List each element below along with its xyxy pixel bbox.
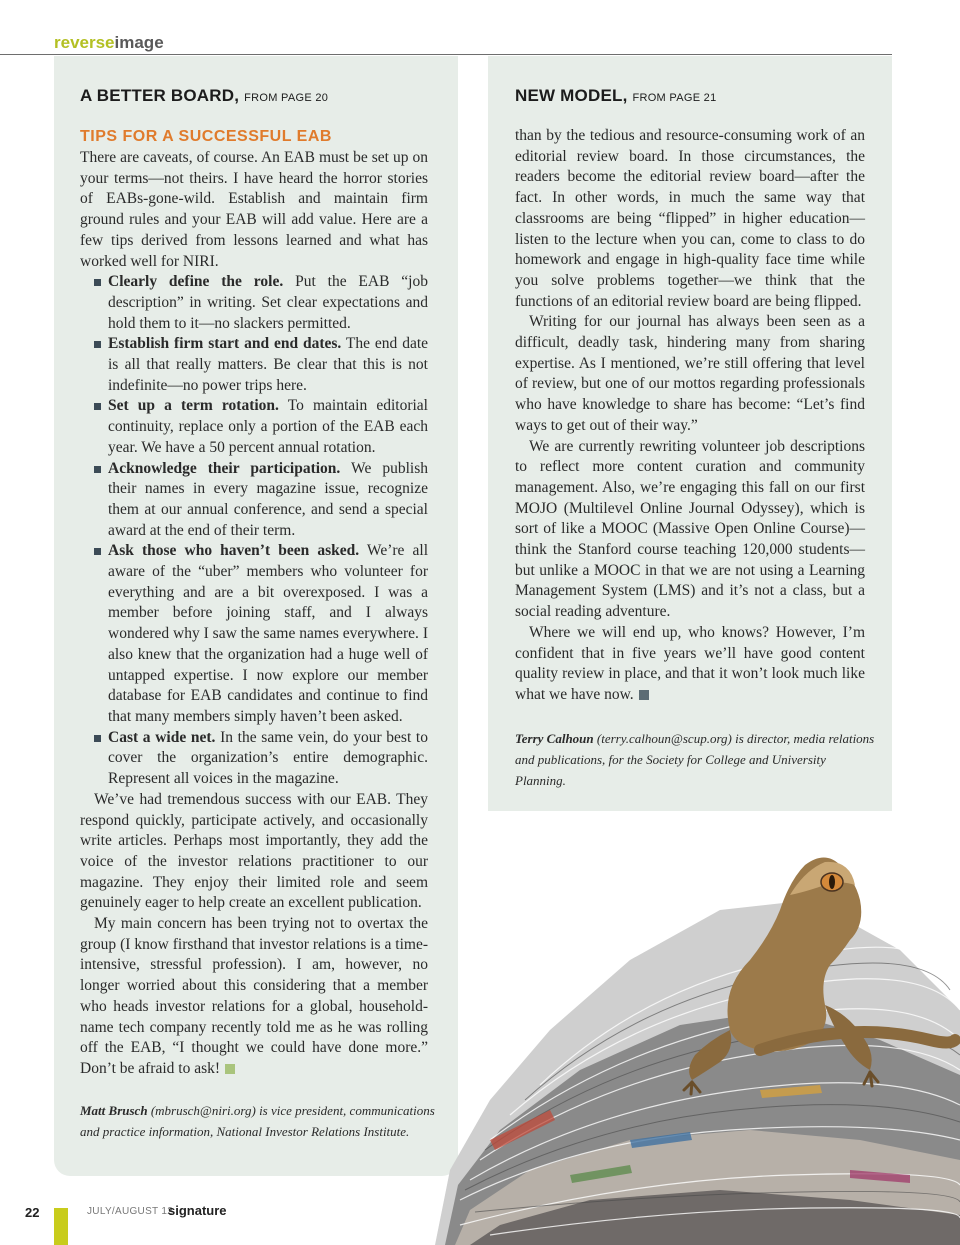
tip-item bbox=[80, 541, 428, 727]
right-paragraph-1: than by the tedious and resource-consuming work of an editorial review board. In those circumstances, the readers become the editorial review board—after the fact. In other words, in much the same way that classrooms are being “flipped” in higher education—listen to the lecture when you can, come to class to do homework and engage in high-quality face time while you solve problems together—we think that the functions of an editorial review board are being flipped. bbox=[515, 127, 865, 310]
tip-lead: Acknowledge their participation. bbox=[108, 459, 341, 477]
left-intro-paragraph: There are caveats, of course. An EAB must be set up on your terms—not theirs. I have heard the horror stories of EABs-gone-wild. Establish and maintain firm ground rules and your EAB will add value. Here are a few tips derived from lessons learned and what has worked well for NIRI. bbox=[80, 149, 428, 270]
right-heading bbox=[515, 86, 865, 110]
tips-list bbox=[80, 272, 428, 790]
left-heading bbox=[80, 86, 428, 110]
top-rule bbox=[0, 54, 892, 55]
left-paragraph-3 bbox=[80, 914, 428, 1080]
tip-item bbox=[80, 334, 428, 396]
left-author-details: (mbrusch@niri.org) is vice president, communications and practice information, National Investor Relations Institute. bbox=[80, 1103, 435, 1139]
end-mark-icon bbox=[639, 690, 649, 700]
right-author-details: (terry.calhoun@scup.org) is director, media relations and publications, for the Society for College and University Planning. bbox=[515, 731, 875, 788]
magazine-name: signature bbox=[168, 1203, 227, 1218]
tip-text: The end date is all that really matters. Be clear that this is not indefinite—no power trips here. bbox=[108, 335, 429, 394]
tip-text: In the same vein, do your best to cover the organization’s entire demographic. Represent all voices in the magazine. bbox=[108, 728, 428, 788]
left-heading-ref: FROM PAGE 20 bbox=[244, 92, 329, 104]
left-article bbox=[80, 86, 428, 1080]
right-paragraph-4-text: Where we will end up, who knows? However, I’m confident that in five years we’ll have good content quality review in place, and that it won’t look much like what we have now. bbox=[515, 623, 865, 703]
tip-lead: Cast a wide net. bbox=[108, 728, 216, 746]
tip-lead: Establish firm start and end dates. bbox=[108, 335, 342, 353]
tip-text: We’re all aware of the “uber” members who volunteer for everything and are a bit overexposed. I was a member before joining staff, and I always wondered why I saw the same names everywhere. I also knew that the organization had a huge well of untapped expertise. I now explore our member database for EAB candidates and continue to find that many members simply haven’t been asked. bbox=[108, 542, 429, 725]
right-heading-title: NEW MODEL, bbox=[515, 86, 628, 105]
right-article bbox=[515, 86, 865, 706]
tip-item bbox=[80, 459, 428, 542]
page-number: 22 bbox=[25, 1205, 40, 1220]
tip-item bbox=[80, 728, 428, 790]
brand-part-1: reverse bbox=[54, 33, 115, 52]
tips-subheading: TIPS FOR A SUCCESSFUL EAB bbox=[80, 128, 332, 145]
tip-item bbox=[80, 272, 428, 334]
right-author-bio bbox=[515, 728, 875, 791]
gecko-on-magazine-stack-illustration bbox=[430, 840, 960, 1245]
tip-text: We publish their names in every magazine issue, recognize them at our annual conference, and send a special award at the end of their term. bbox=[108, 459, 428, 539]
right-paragraph-2: Writing for our journal has always been seen as a difficult, deadly task, hindering many from sharing expertise. As I mentioned, we’re still offering that level of review, but one of our mottos regarding professionals who have knowledge to share has become: “Let’s find ways to get out of their way.” bbox=[515, 313, 865, 434]
right-author-name: Terry Calhoun bbox=[515, 731, 594, 746]
left-author-name: Matt Brusch bbox=[80, 1103, 148, 1118]
section-brand bbox=[54, 33, 164, 53]
tip-lead: Clearly define the role. bbox=[108, 273, 284, 291]
tip-item bbox=[80, 396, 428, 458]
tip-lead: Set up a term rotation. bbox=[108, 397, 279, 415]
brand-part-2: image bbox=[114, 33, 164, 52]
tip-lead: Ask those who haven’t been asked. bbox=[108, 542, 360, 560]
tip-text: Put the EAB “job description” in writing. Set clear expectations and hold them to it—no slackers permitted. bbox=[108, 273, 428, 332]
tip-text: To maintain editorial continuity, replace only a portion of the EAB each year. We have a 50 percent annual rotation. bbox=[108, 397, 428, 456]
left-heading-title: A BETTER BOARD, bbox=[80, 86, 240, 105]
end-mark-icon bbox=[225, 1064, 235, 1074]
issue-date: JULY/AUGUST 12 bbox=[87, 1206, 174, 1217]
right-paragraph-4 bbox=[515, 623, 865, 706]
right-heading-ref: FROM PAGE 21 bbox=[632, 92, 717, 104]
footer-accent-bar bbox=[54, 1208, 68, 1245]
left-author-bio bbox=[80, 1100, 440, 1142]
left-paragraph-3-text: My main concern has been trying not to overtax the group (I know firsthand that investor relations is a time-intensive, stressful profession). I am, however, no longer worried about this considering that a member who heads investor relations for a global, household-name tech company recently told me as he was rolling off the EAB, “I thought we could have done more.” Don’t be afraid to ask! bbox=[80, 915, 428, 1077]
left-paragraph-2: We’ve had tremendous success with our EAB. They respond quickly, participate actively, and occasionally write articles. Perhaps most importantly, they add the voice of the investor relations practitioner to our magazine. They enjoy their limited role and seem genuinely eager to help create an excellent publication. bbox=[80, 790, 428, 912]
right-paragraph-3: We are currently rewriting volunteer job descriptions to reflect more content curation and community management. Also, we’re engaging this fall on our first MOJO (Multilevel Online Journal Odyssey), which is sort of like a MOOC (Massive Open Online Course)—think the Stanford course teaching 120,000 students—but unlike a MOOC in that we are not using a Learning Management System (LMS) and it’s not a class, but a social reading adventure. bbox=[515, 437, 865, 621]
